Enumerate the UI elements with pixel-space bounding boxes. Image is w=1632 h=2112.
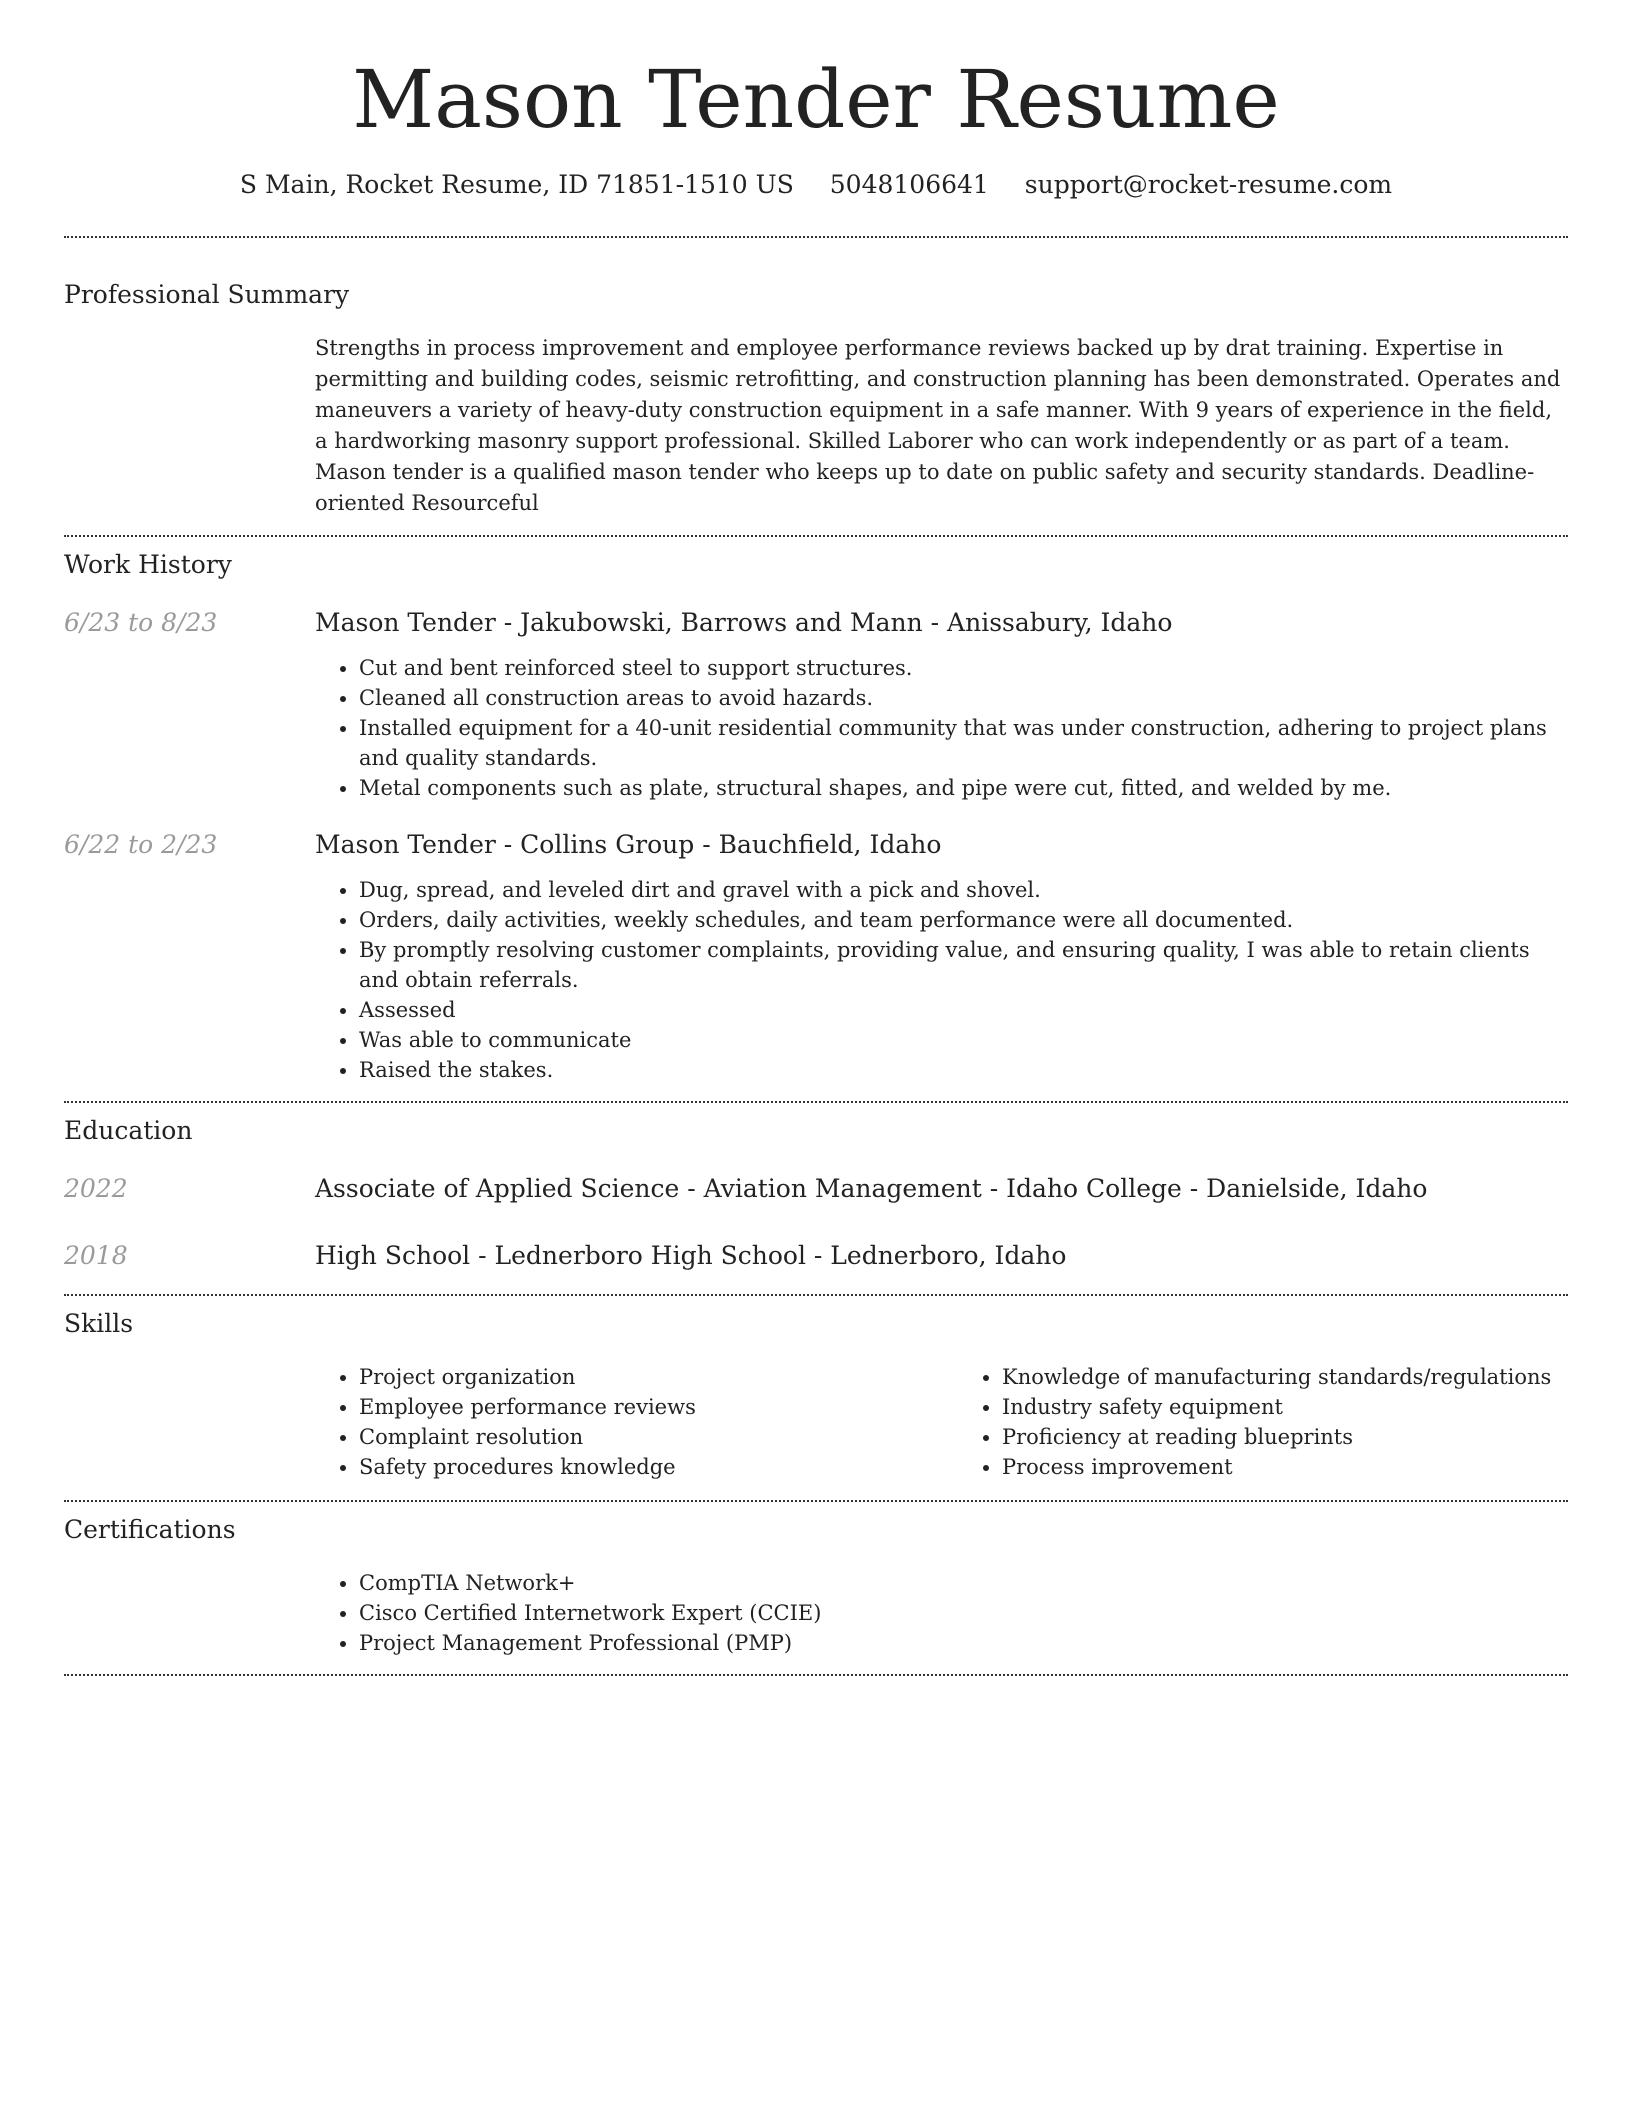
resume-title: Mason Tender Resume — [352, 53, 1280, 146]
divider — [64, 1674, 1568, 1676]
list-item: • Complaint resolution — [359, 1422, 974, 1452]
education-degree: High School — [315, 1241, 471, 1270]
list-item: • Cleaned all construction areas to avoid hazards. — [359, 683, 1568, 713]
divider — [64, 236, 1568, 238]
education-degree: Associate of Applied Science - Aviation Management — [315, 1174, 982, 1203]
divider — [64, 535, 1568, 537]
job-dates: 6/22 to 2/23 — [64, 830, 218, 859]
list-item: • Project organization — [359, 1362, 974, 1392]
work-heading: Work History — [64, 550, 232, 579]
certifications-section — [64, 1514, 1568, 1658]
skills-section — [64, 1308, 1568, 1482]
list-item: • By promptly resolving customer complaints, providing value, and ensuring quality, I was able to retain clients and obtain referrals. — [359, 935, 1568, 995]
job-entry — [64, 607, 1568, 803]
job-entry — [64, 829, 1568, 1085]
list-item: • Installed equipment for a 40-unit residential community that was under construction, adhering to project plans and quality standards. — [359, 713, 1568, 773]
divider — [64, 1101, 1568, 1103]
divider — [64, 1500, 1568, 1502]
list-item: • Cisco Certified Internetwork Expert (CCIE) — [359, 1598, 1568, 1628]
work-section — [64, 549, 1568, 1085]
list-item: • CompTIA Network+ — [359, 1568, 1568, 1598]
contact-email: support@rocket-resume.com — [1024, 170, 1393, 199]
summary-section — [64, 279, 1568, 519]
education-entry — [64, 1173, 1568, 1205]
divider — [64, 1294, 1568, 1296]
contact-address: S Main, Rocket Resume, ID 71851-1510 US — [239, 170, 794, 199]
list-item: • Metal components such as plate, structural shapes, and pipe were cut, fitted, and welded by me. — [359, 773, 1568, 803]
certifications-heading: Certifications — [64, 1515, 236, 1544]
job-dates: 6/23 to 8/23 — [64, 608, 218, 637]
skills-list-left — [315, 1362, 974, 1482]
job-heading: Mason Tender - Collins Group - Bauchfield, Idaho — [315, 830, 942, 859]
list-item: • Cut and bent reinforced steel to support structures. — [359, 653, 1568, 683]
list-item: • Proficiency at reading blueprints — [1002, 1422, 1568, 1452]
education-entry — [64, 1240, 1568, 1272]
job-bullets — [315, 875, 1568, 1085]
list-item: • Dug, spread, and leveled dirt and gravel with a pick and shovel. — [359, 875, 1568, 905]
education-year: 2022 — [64, 1174, 128, 1203]
job-bullets — [315, 653, 1568, 803]
contact-phone: 5048106641 — [829, 170, 989, 199]
education-section — [64, 1115, 1568, 1272]
summary-text: Strengths in process improvement and employee performance reviews backed up by drat training. Expertise in permitting and building codes, seismic retrofitting, and construction planning has been demonstrated. Operates and maneuvers a variety of heavy-duty construction equipment in a safe manner. With 9 years of experience in the field, a hardworking masonry support professional. Skilled Laborer who can work independently or as part of a team. Mason tender is a qualified mason tender who keeps up to date on public safety and security standards. Deadline-oriented Resourceful — [315, 336, 1561, 515]
education-year: 2018 — [64, 1241, 128, 1270]
resume-page — [64, 0, 1568, 1676]
skills-columns — [315, 1362, 1568, 1482]
contact-line — [64, 168, 1568, 202]
list-item: • Was able to communicate — [359, 1025, 1568, 1055]
list-item: • Project Management Professional (PMP) — [359, 1628, 1568, 1658]
education-school: - Idaho College - Danielside, Idaho — [981, 1174, 1428, 1203]
list-item: • Safety procedures knowledge — [359, 1452, 974, 1482]
list-item: • Orders, daily activities, weekly schedules, and team performance were all documented. — [359, 905, 1568, 935]
skills-heading: Skills — [64, 1309, 134, 1338]
job-heading: Mason Tender - Jakubowski, Barrows and Mann - Anissabury, Idaho — [315, 608, 1173, 637]
education-school: - Lednerboro High School - Lednerboro, Idaho — [470, 1241, 1067, 1270]
certifications-list — [315, 1568, 1568, 1658]
skills-list-right — [974, 1362, 1568, 1482]
list-item: • Raised the stakes. — [359, 1055, 1568, 1085]
list-item: • Knowledge of manufacturing standards/regulations — [1002, 1362, 1568, 1392]
list-item: • Industry safety equipment — [1002, 1392, 1568, 1422]
summary-heading: Professional Summary — [64, 280, 350, 309]
education-heading: Education — [64, 1116, 193, 1145]
list-item: • Process improvement — [1002, 1452, 1568, 1482]
list-item: • Assessed — [359, 995, 1568, 1025]
list-item: • Employee performance reviews — [359, 1392, 974, 1422]
